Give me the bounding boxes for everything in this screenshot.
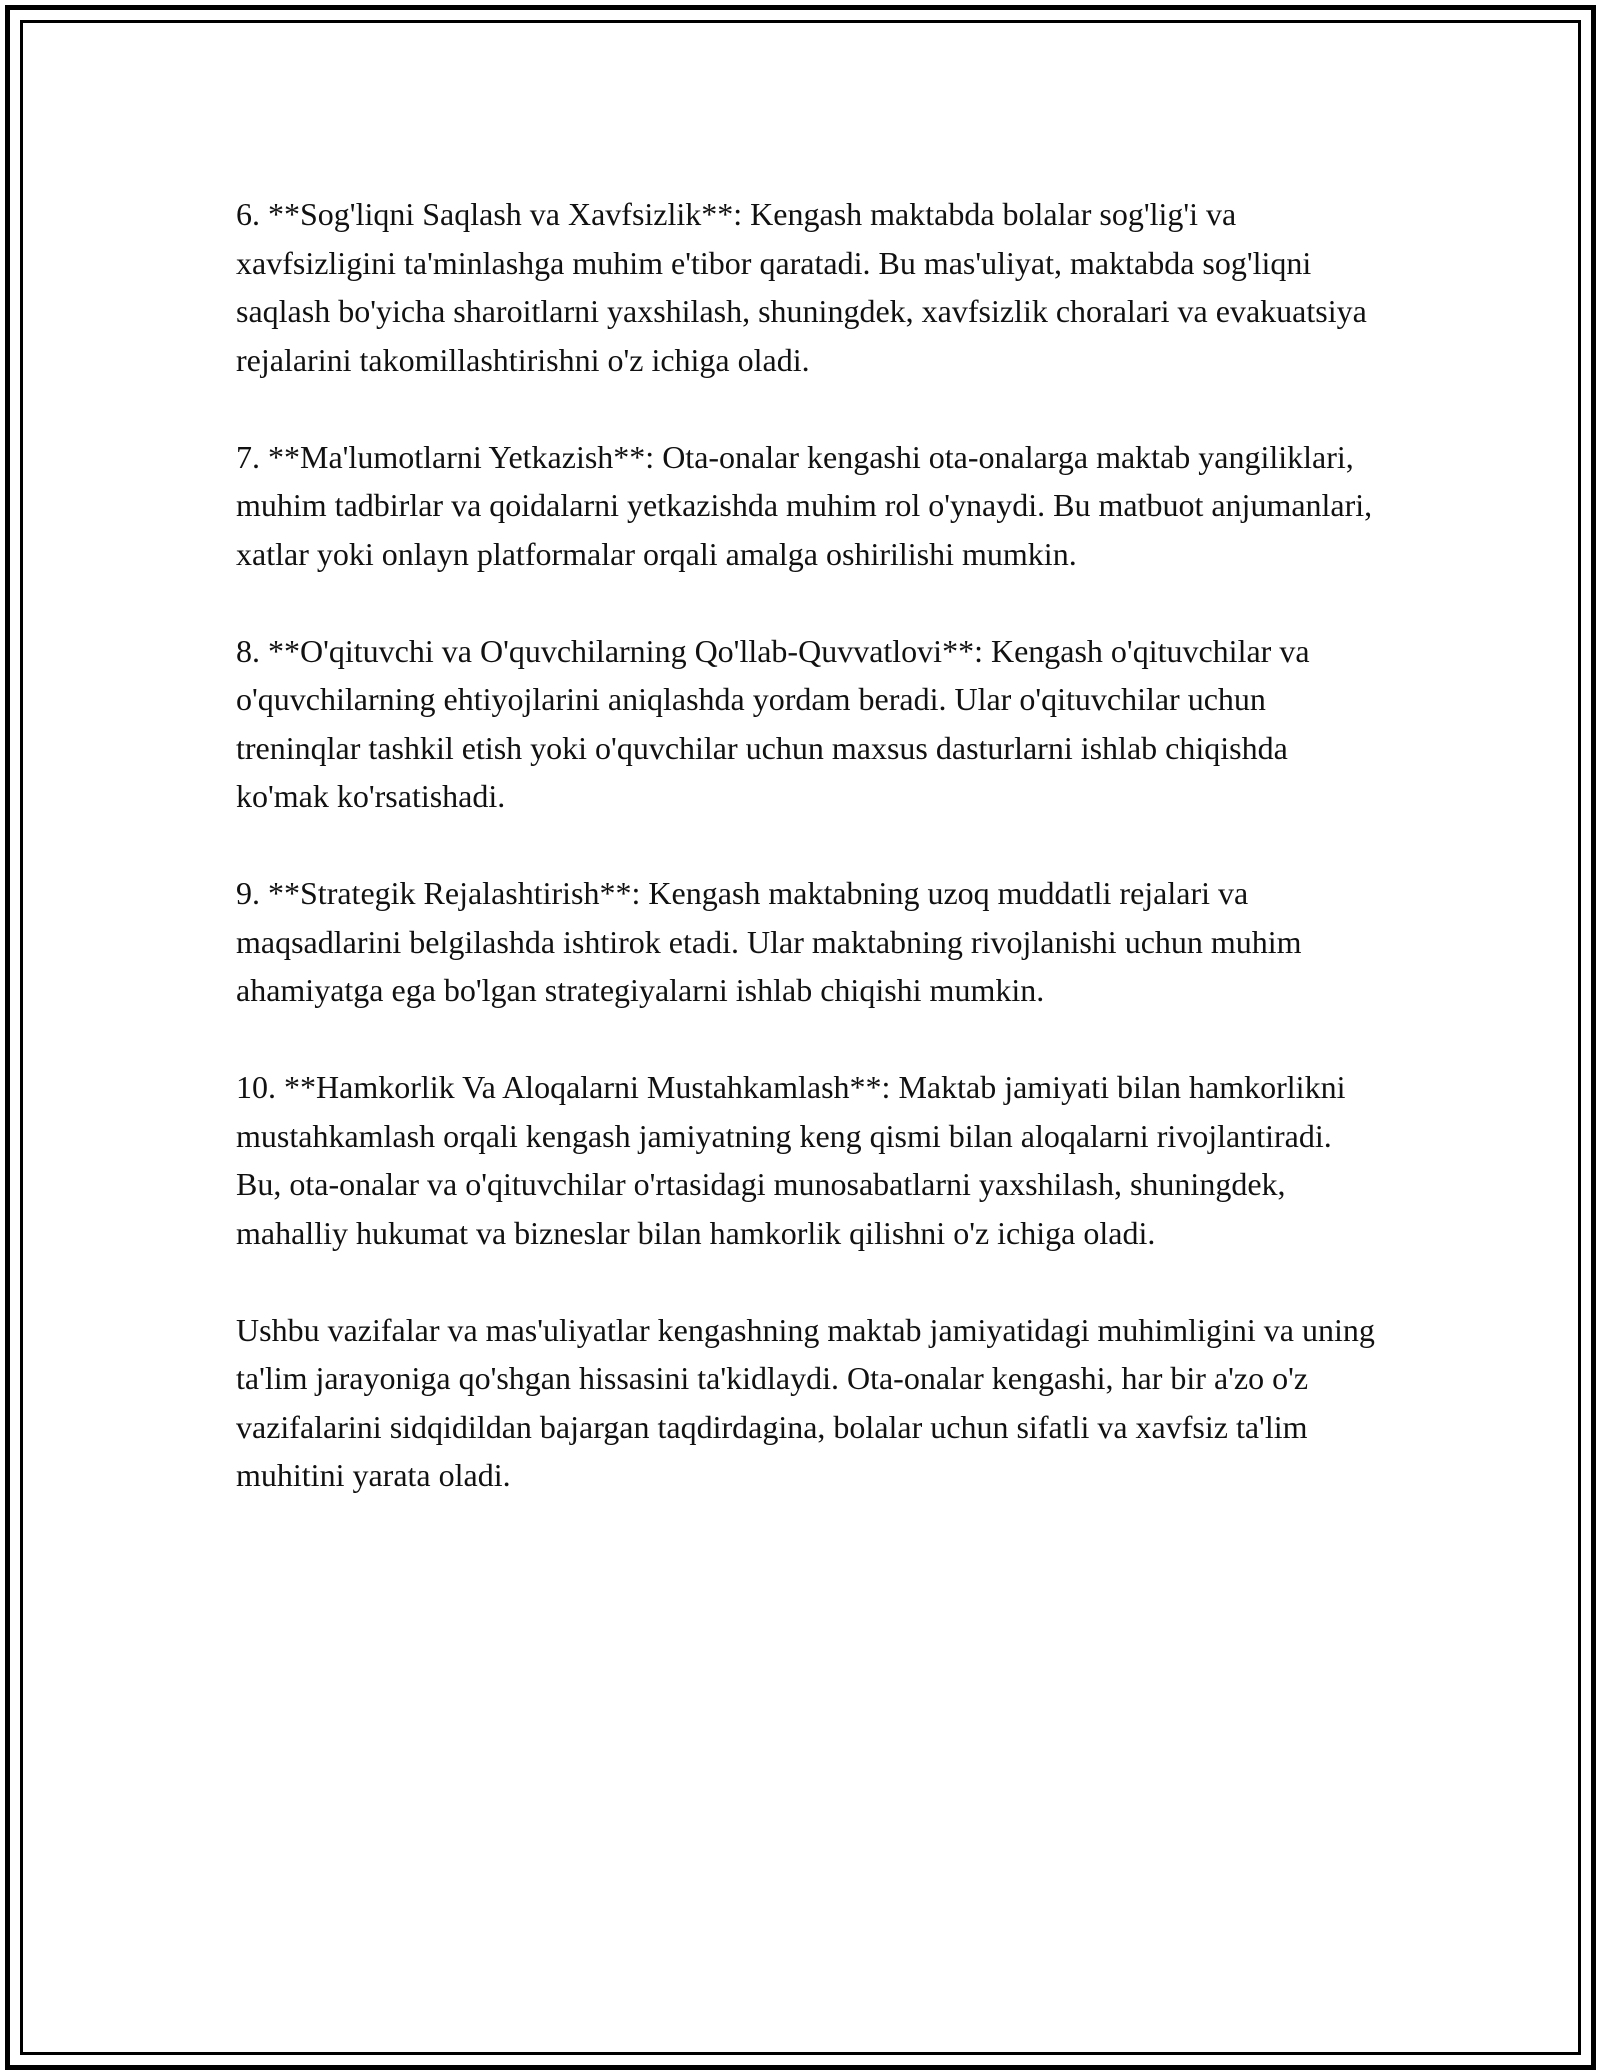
paragraph-conclusion: Ushbu vazifalar va mas'uliyatlar kengashning maktab jamiyatidagi muhimligini va uning ta'lim jarayoniga qo'shgan hissasini ta'kidlaydi. Ota-onalar kengashi, har bir a'zo o'z vazifalarini sidqidildan bajargan taqdirdagina, bolalar uchun sifatli va xavfsiz ta'lim muhitini yarata oladi. — [236, 1311, 1375, 1493]
document-body — [236, 190, 1376, 1548]
paragraph-information-delivery: 7. **Ma'lumotlarni Yetkazish**: Ota-onalar kengashi ota-onalarga maktab yangiliklari, muhim tadbirlar va qoidalarni yetkazishda muhim rol o'ynaydi. Bu matbuot anjumanlari, xatlar yoki onlayn platformalar orqali amalga oshirilishi mumkin. — [236, 438, 1373, 572]
paragraph-cooperation: 10. **Hamkorlik Va Aloqalarni Mustahkamlash**: Maktab jamiyati bilan hamkorlikni mustahkamlash orqali kengash jamiyatning keng qismi bilan aloqalarni rivojlantiradi. Bu, ota-onalar va o'qituvchilar o'rtasidagi munosabatlarni yaxshilash, shuningdek, mahalliy hukumat va bizneslar bilan hamkorlik qilishni o'z ichiga oladi. — [236, 1069, 1346, 1251]
paragraph-strategic-planning: 9. **Strategik Rejalashtirish**: Kengash maktabning uzoq muddatli rejalari va maqsadlarini belgilashda ishtirok etadi. Ular maktabning rivojlanishi uchun muhim ahamiyatga ega bo'lgan strategiyalarni ishlab chiqishi mumkin. — [236, 875, 1302, 1008]
paragraph-teacher-student-support: 8. **O'qituvchi va O'quvchilarning Qo'llab-Quvvatlovi**: Kengash o'qituvchilar va o'quvchilarning ehtiyojlarini aniqlashda yordam beradi. Ular o'qituvchilar uchun treninqlar tashkil etish yoki o'quvchilar uchun maxsus dasturlarni ishlab chiqishda ko'mak ko'rsatishadi. — [236, 632, 1310, 814]
paragraph-health-safety: 6. **Sog'liqni Saqlash va Xavfsizlik**: Kengash maktabda bolalar sog'lig'i va xavfsizligini ta'minlashga muhim e'tibor qaratadi. Bu mas'uliyat, maktabda sog'liqni saqlash bo'yicha sharoitlarni yaxshilash, shuningdek, xavfsizlik choralari va evakuatsiya rejalarini takomillashtirishni o'z ichiga oladi. — [236, 196, 1367, 378]
